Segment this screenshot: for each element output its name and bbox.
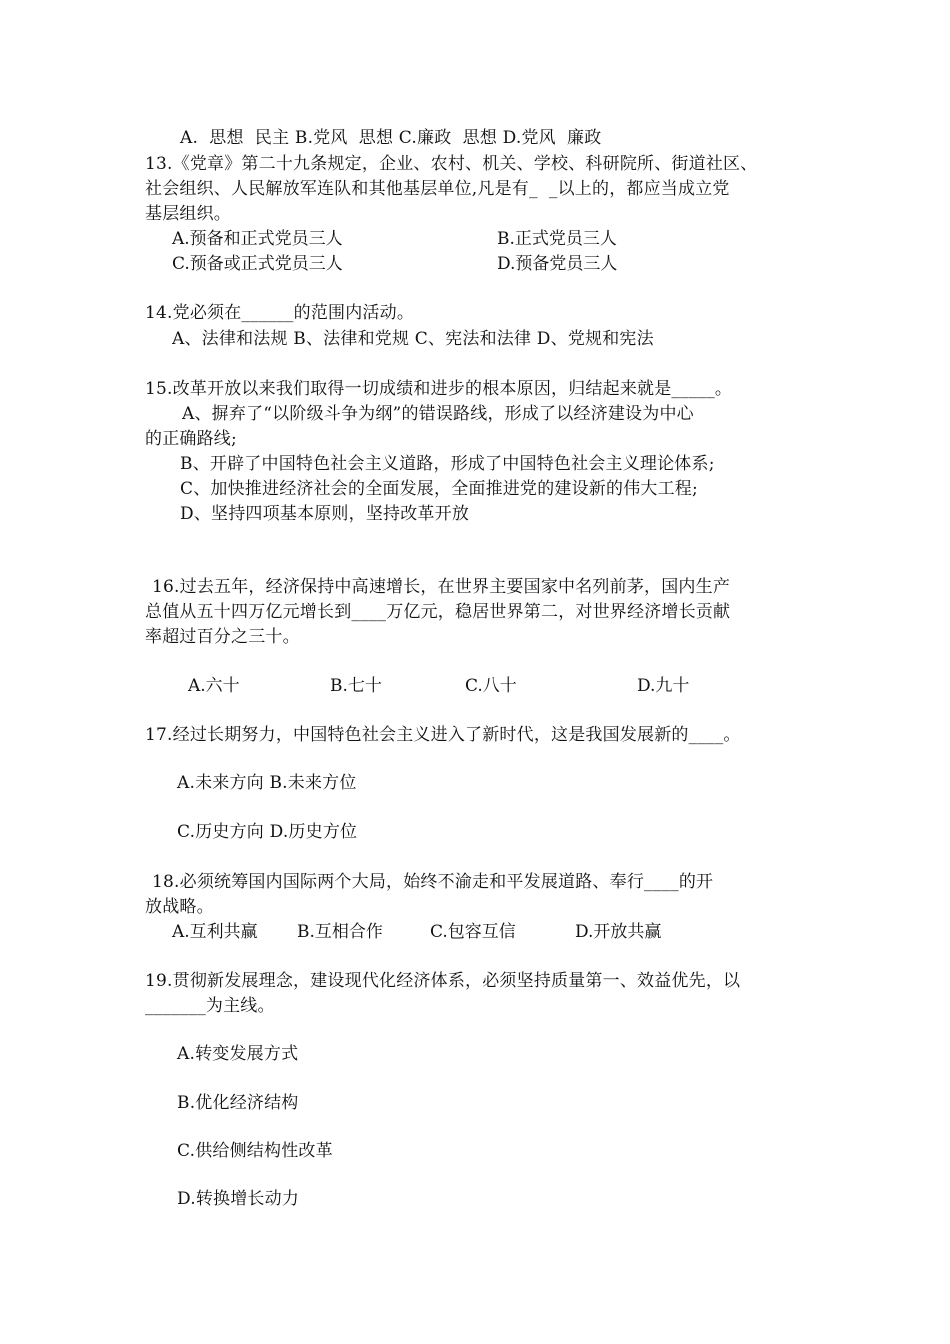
q13-stem-line-1: 13.《党章》第二十九条规定，企业、农村、机关、学校、科研院所、街道社区、	[145, 154, 758, 174]
q16-option-a: A.六十	[188, 676, 240, 696]
q13-stem-line-3: 基层组织。	[145, 204, 231, 224]
q19-option-d: D.转换增长动力	[177, 1189, 300, 1209]
q19-option-b: B.优化经济结构	[177, 1093, 299, 1113]
q16-stem-line-1: 16.过去五年，经济保持中高速增长，在世界主要国家中名列前茅，国内生产	[152, 577, 731, 597]
q14-stem: 14.党必须在______的范围内活动。	[145, 303, 415, 323]
q18-stem-line-2: 放战略。	[145, 897, 214, 917]
q14-options: A、法律和法规 B、法律和党规 C、宪法和法律 D、党规和宪法	[172, 329, 654, 349]
q19-option-a: A.转变发展方式	[177, 1044, 299, 1064]
q17-stem: 17.经过长期努力，中国特色社会主义进入了新时代，这是我国发展新的____。	[145, 725, 741, 745]
q15-stem: 15.改革开放以来我们取得一切成绩和进步的根本原因，归结起来就是_____。	[145, 379, 733, 399]
q15-option-d: D、坚持四项基本原则，坚持改革开放	[180, 504, 470, 524]
q18-stem-line-1: 18.必须统筹国内国际两个大局，始终不渝走和平发展道路、奉行____的开	[152, 872, 714, 892]
q16-stem-line-3: 率超过百分之三十。	[145, 627, 300, 647]
q13-option-d: D.预备党员三人	[497, 254, 618, 274]
q15-option-c: C、加快推进经济社会的全面发展，全面推进党的建设新的伟大工程;	[180, 479, 698, 499]
q15-option-a-line-2: 的正确路线;	[145, 429, 237, 449]
q19-stem-line-2: _______为主线。	[145, 996, 275, 1016]
q19-stem-line-1: 19.贯彻新发展理念，建设现代化经济体系，必须坚持质量第一、效益优先，以	[145, 971, 741, 991]
q18-option-d: D.开放共赢	[575, 922, 662, 942]
q16-option-d: D.九十	[637, 676, 690, 696]
q17-options-ab: A.未来方向 B.未来方位	[177, 773, 357, 793]
q13-option-b: B.正式党员三人	[497, 229, 617, 249]
q18-option-a: A.互利共赢	[172, 922, 258, 942]
q15-option-b: B、开辟了中国特色社会主义道路，形成了中国特色社会主义理论体系;	[180, 454, 715, 474]
q12-options: A. 思想 民主 B.党风 思想 C.廉政 思想 D.党风 廉政	[180, 128, 602, 148]
q18-option-b: B.互相合作	[297, 922, 383, 942]
q18-option-c: C.包容互信	[430, 922, 516, 942]
q13-option-c: C.预备或正式党员三人	[172, 254, 343, 274]
q19-option-c: C.供给侧结构性改革	[177, 1141, 333, 1161]
q16-stem-line-2: 总值从五十四万亿元增长到____万亿元，稳居世界第二，对世界经济增长贡献	[145, 602, 731, 622]
q13-option-a: A.预备和正式党员三人	[172, 229, 343, 249]
q16-option-c: C.八十	[465, 676, 517, 696]
q15-option-a-line-1: A、摒弃了“以阶级斗争为纲”的错误路线，形成了以经济建设为中心	[182, 404, 694, 424]
q16-option-b: B.七十	[330, 676, 382, 696]
q13-stem-line-2: 社会组织、人民解放军连队和其他基层单位,凡是有_ _以上的，都应当成立党	[145, 179, 730, 199]
q17-options-cd: C.历史方向 D.历史方位	[177, 822, 358, 842]
